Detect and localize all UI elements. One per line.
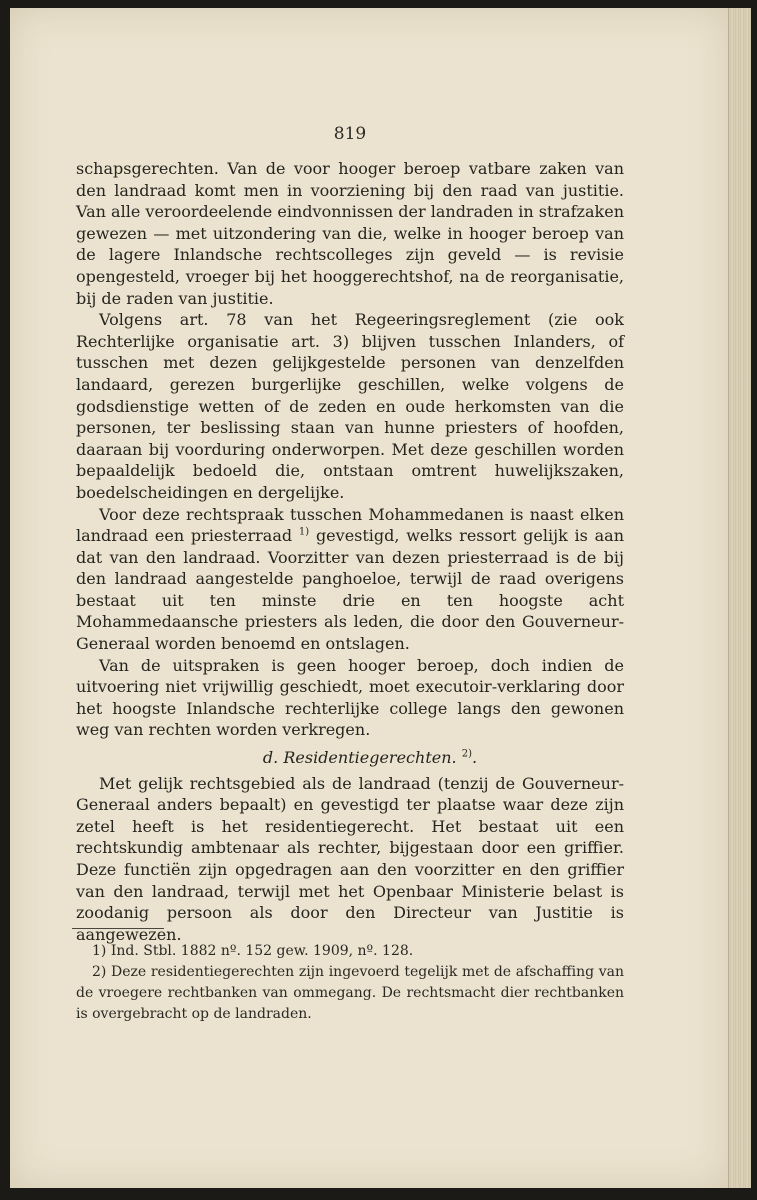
book-page	[10, 8, 728, 1188]
footnote-ref: 1)	[298, 526, 310, 538]
paragraph-text: gevestigd, welks ressort gelijk is aan dat van den landraad. Voorzitter van dezen priesterraad is de bij den landraad aangestelde panghoeloe, terwijl de raad overigens bestaat uit ten minste drie en ten hoogste acht Mohammedaansche priesters als leden, die door den Gouverneur-Generaal worden benoemd en ontslagen.	[76, 526, 625, 654]
paragraph-text: Voor deze rechtspraak tusschen Mohammedanen is naast elken landraad een priesterraad	[76, 504, 624, 546]
section-title: Residentiegerechten.	[283, 748, 457, 768]
page-edges	[728, 8, 751, 1188]
paragraph: schapsgerechten. Van de voor hooger beroep vatbare zaken van den landraad komt men in voorziening bij den raad van justitie. Van alle veroordeelende eindvonnissen der landraden in strafzaken gewezen — met uitzondering van die, welke in hooger beroep van de lagere Inlandsche rechtscolleges zijn geveld — is revisie opengesteld, vroeger bij het hooggerechtshof, na de reorganisatie, bij de raden van justitie.	[76, 159, 624, 308]
body-text	[76, 158, 624, 945]
paragraph: Volgens art. 78 van het Regeeringsreglement (zie ook Rechterlijke organisatie art. 3) blijven tusschen Inlanders, of tusschen met dezen gelijkgestelde personen van denzelfden landaard, gerezen burgerlijke geschillen, welke volgens de godsdienstige wetten of de zeden en oude herkomsten van die personen, ter beslissing staan van hunne priesters of hoofden, daaraan bij voorduring onderworpen. Met deze geschillen worden bepaaldelijk bedoeld die, ontstaan omtrent huwelijkszaken, boedelscheidingen en dergelijke.	[76, 310, 624, 502]
paragraph: Van de uitspraken is geen hooger beroep, doch indien de uitvoering niet vrijwillig geschiedt, moet executoir-verklaring door het hoogste Inlandsche rechterlijke college langs den gewonen weg van rechten worden verkregen.	[76, 655, 624, 740]
paragraph	[76, 504, 624, 655]
section-heading: d. Residentiegerechten. $^{2)}$.	[262, 748, 478, 768]
section-label: d.	[262, 748, 279, 768]
footnote: 2) Deze residentiegerechten zijn ingevoerd tegelijk met de afschaffing van de vroegere rechtbanken van ommegang. De rechtsmacht dier rechtbanken is overgebracht op de landraden.	[76, 964, 624, 1022]
footnote-divider	[72, 928, 164, 929]
footnotes	[76, 941, 624, 1025]
page-number: 819	[333, 124, 367, 144]
paragraph: Met gelijk rechtsgebied als de landraad (tenzij de Gouverneur-Generaal anders bepaalt) en gevestigd ter plaatse waar deze zijn zetel heeft is het residentiegerecht. Het bestaat uit een rechtskundig ambtenaar als rechter, bijgestaan door een griffier. Deze functiën zijn opgedragen aan den voorzitter en den griffier van den landraad, terwijl met het Openbaar Ministerie belast is zoodanig persoon als door den Directeur van Justitie is aangewezen.	[76, 773, 624, 944]
footnote-ref: 2)	[461, 748, 472, 760]
footnote: 1) Ind. Stbl. 1882 nº. 152 gew. 1909, nº. 128.	[92, 943, 414, 959]
